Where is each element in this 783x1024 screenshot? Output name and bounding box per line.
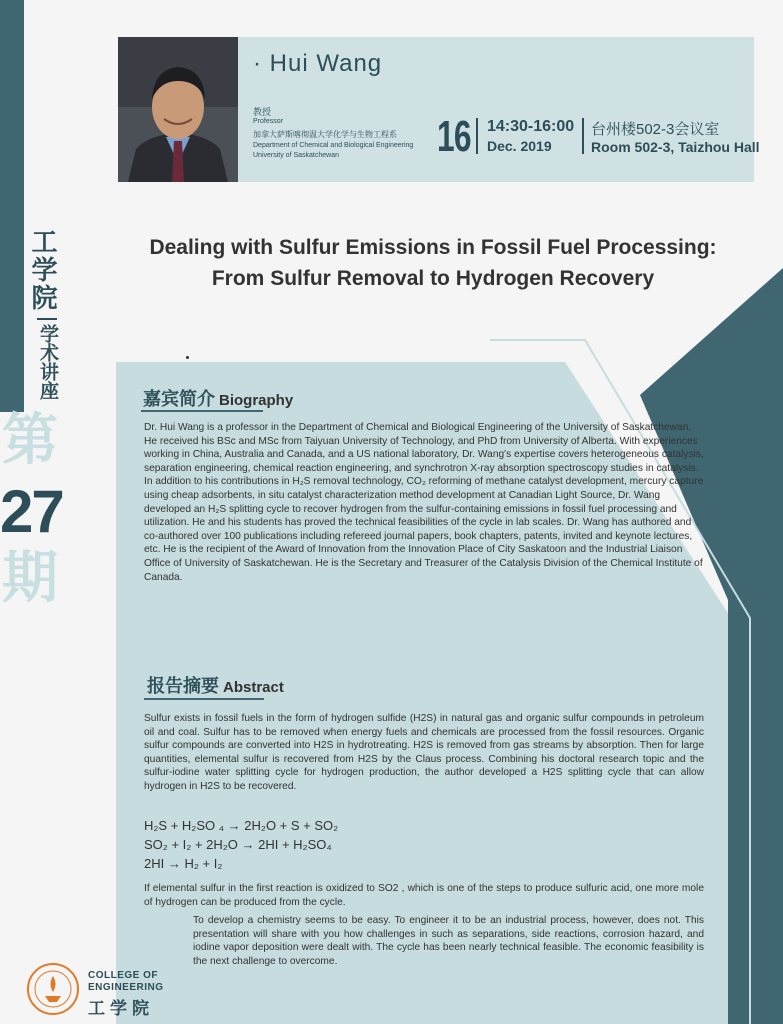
biography-heading-cn: 嘉宾简介 bbox=[143, 389, 215, 409]
college-name-en-line1: COLLEGE OF bbox=[88, 970, 158, 981]
issue-prefix: 第 bbox=[2, 408, 58, 471]
bullet-dot bbox=[186, 356, 189, 359]
heading-underline bbox=[141, 410, 263, 412]
talk-title bbox=[100, 232, 766, 294]
speaker-title-cn: 教授 bbox=[253, 107, 272, 117]
university-seal-icon bbox=[26, 962, 80, 1016]
biography-heading-en: Biography bbox=[219, 392, 294, 409]
abstract-paragraph-1: Sulfur exists in fossil fuels in the form of hydrogen sulfide (H2S) in natural gas and organic sulfur compounds in petroleum oil and coal. Sulfur has to be removed when energy fuels and chemicals are processed from the fossil resources. Organic sulfur compounds are converted into H2S in hydrotreating. H2S is removed from gas streams by absorption. Then for large quantities, elemental sulfur is recovered from H2S by the Claus process. Combining his doctoral research topic and the sulfur-iodine water splitting cycle for hydrogen production, the author developed a H2S splitting cycle that can allow hydrogen in H2S to be recovered. bbox=[144, 713, 704, 792]
speaker-university: University of Saskatchewan bbox=[253, 152, 339, 159]
event-room-cn: 台州楼502-3会议室 bbox=[591, 121, 720, 138]
event-time: 14:30-16:00 bbox=[487, 118, 575, 135]
college-name-en-line2: ENGINEERING bbox=[88, 982, 164, 993]
abstract-heading-cn: 报告摘要 bbox=[147, 676, 219, 696]
series-subtitle: 学术讲座 bbox=[37, 324, 58, 400]
event-room-en: Room 502-3, Taizhou Hall bbox=[591, 139, 760, 155]
series-title: 工学院 bbox=[28, 228, 58, 312]
equation-3: 2HI → H₂ + I₂ bbox=[144, 856, 223, 871]
abstract-paragraph-2: If elemental sulfur in the first reaction is oxidized to SO2 , which is one of the steps to produce sulfuric acid, one more mole of hydrogen can be produced from the cycle. bbox=[144, 883, 704, 908]
abstract-heading-en: Abstract bbox=[223, 679, 284, 696]
speaker-title-en: Professor bbox=[253, 118, 283, 125]
issue-number: 27 bbox=[0, 478, 63, 545]
series-divider bbox=[37, 318, 57, 320]
talk-title-line2: From Sulfur Removal to Hydrogen Recovery bbox=[211, 267, 655, 290]
biography-text: Dr. Hui Wang is a professor in the Department of Chemical and Biological Engineering of the University of Saskatchewan. He received his BSc and MSc from Taiyuan University of Technology, and PhD from University of Alberta. With experiences working in China, Australia and Canada, and a US national laboratory, Dr. Wang's expertise covers heterogeneous catalysis, separation engineering, chemical reaction engineering, and synchrotron X-ray absorption spectroscopy studies in catalysis. In addition to his contributions in H₂S removal technology, CO₂ reforming of methane catalyst development, mercury capture using cheap adsorbents, in situ catalyst characterization method development at Canadian Light Source, Dr. Wang developed an H₂S splitting cycle to recover hydrogen from the sulfur-containing emissions in fossil fuel processing and utilization. He and his students has proved the technical feasibilities of the cycle in lab scales. Dr. Wang has authored and co-authored over 100 publications including refereed journal papers, book chapters, patents, invited and keynote lectures, etc. He is the recipient of the Award of Innovation from the Innovation Place of City Saskatoon and the Industrial Liaison Office of University of Saskatchewan. He is the Secretary and Treasurer of the Catalysis Division of the Chemical Institute of Canada. bbox=[144, 422, 704, 583]
equation-2: SO₂ + I₂ + 2H₂O → 2HI + H₂SO₄ bbox=[144, 837, 332, 852]
divider bbox=[582, 118, 584, 154]
event-date: Dec. 2019 bbox=[487, 138, 552, 154]
divider bbox=[476, 118, 478, 154]
college-name-cn: 工学院 bbox=[88, 999, 154, 1018]
heading-underline bbox=[144, 698, 264, 700]
abstract-heading bbox=[147, 672, 284, 698]
biography-heading bbox=[143, 385, 293, 411]
issue-suffix: 期 bbox=[2, 546, 58, 609]
left-accent-bar bbox=[0, 0, 24, 412]
abstract-paragraph-3: To develop a chemistry seems to be easy. To engineer it to be an industrial process, however, does not. This presentation will share with you how challenges in such as separations, side reactions, corrosion hazard, and iodine vapor deposition were dealt with. The cycle has been nearly technical feasible. The economic feasibility is the next challenge to overcome. bbox=[193, 915, 704, 967]
speaker-dept-cn: 加拿大萨斯喀彻温大学化学与生物工程系 bbox=[253, 130, 397, 139]
equation-1: H₂S + H₂SO ₄ → 2H₂O + S + SO₂ bbox=[144, 818, 339, 833]
talk-title-line1: Dealing with Sulfur Emissions in Fossil Fuel Processing: bbox=[149, 236, 717, 259]
speaker-name: · Hui Wang bbox=[253, 50, 383, 77]
speaker-photo bbox=[118, 37, 238, 182]
event-day: 16 bbox=[437, 112, 471, 161]
college-name-en bbox=[88, 970, 164, 994]
speaker-dept-en: Department of Chemical and Biological Engineering bbox=[253, 142, 414, 149]
